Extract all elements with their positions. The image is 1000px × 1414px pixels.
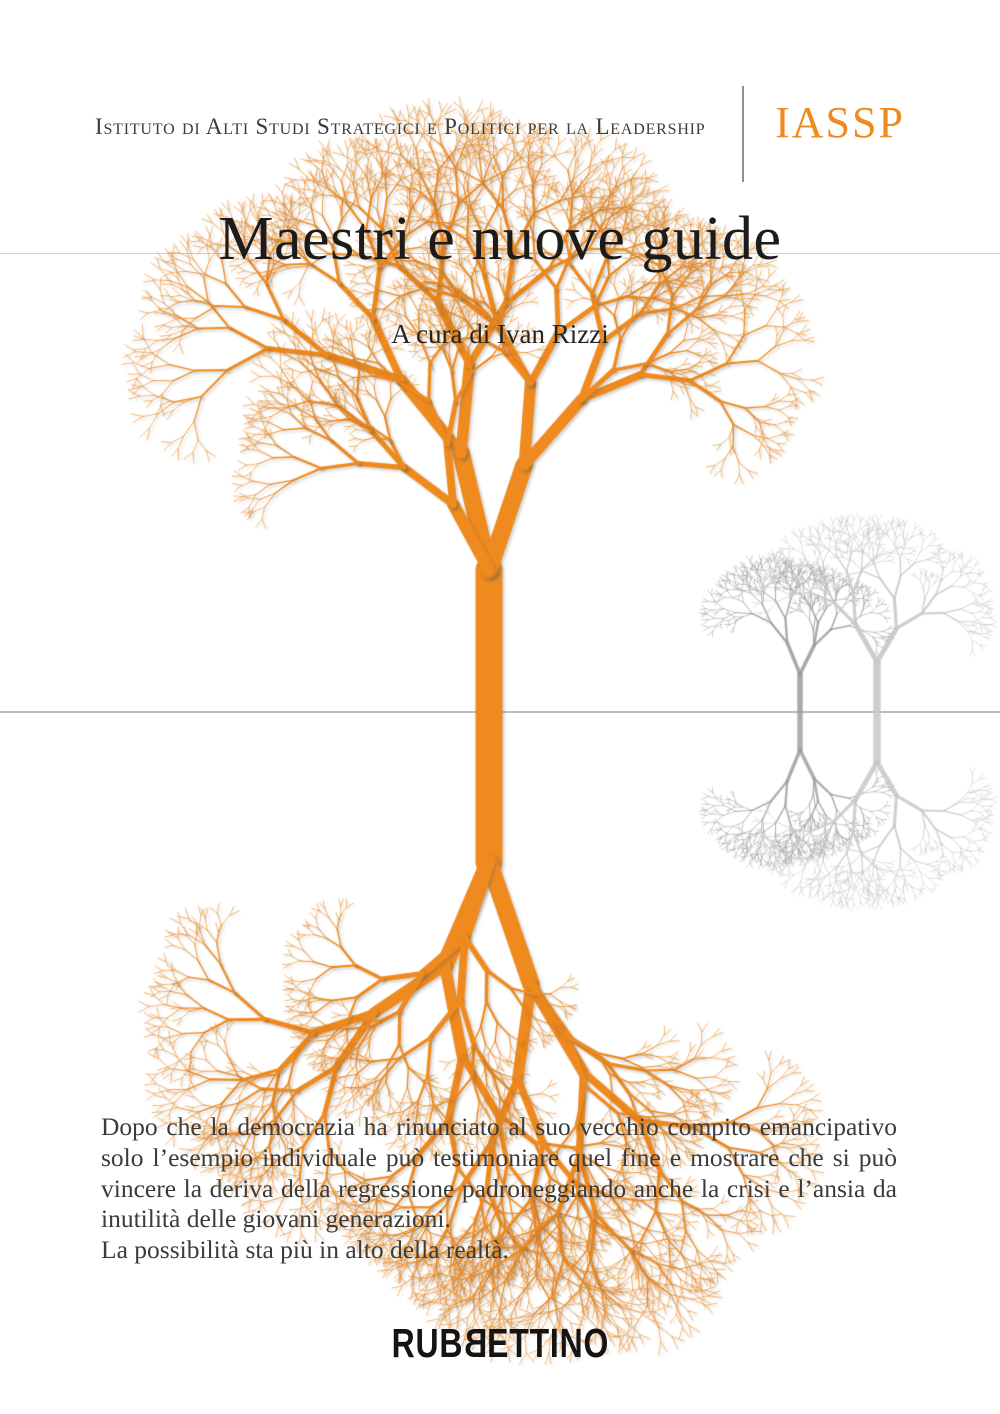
book-title: Maestri e nuove guide xyxy=(218,205,782,273)
blurb-line: vincere la deriva della regressione padroneggiando anche la crisi e l’ansia da xyxy=(101,1173,897,1203)
institute-name: Istituto di Alti Studi Strategici e Politici per la Leadership xyxy=(95,114,706,139)
publisher-logo-part: ETTINO xyxy=(486,1320,609,1366)
publisher-logo xyxy=(0,1320,1000,1367)
publisher-logo-part: RUB xyxy=(391,1320,463,1366)
blurb-line: Dopo che la democrazia ha rinunciato al suo vecchio compito emancipativo xyxy=(101,1112,897,1141)
blurb-line: solo l’esempio individuale può testimoniare quel fine e mostrare che si può xyxy=(101,1142,897,1172)
publisher-wordmark xyxy=(391,1320,608,1367)
blurb-line: inutilità delle giovani generazioni. xyxy=(101,1204,451,1234)
blurb-line: La possibilità sta più in alto della realtà. xyxy=(101,1235,509,1265)
iassp-logo: IASSP xyxy=(775,98,905,147)
publisher-mirrored-b-glyph: B xyxy=(462,1320,487,1366)
back-cover-blurb xyxy=(101,1112,897,1266)
book-subtitle: A cura di Ivan Rizzi xyxy=(391,319,609,349)
header-divider xyxy=(742,86,744,182)
